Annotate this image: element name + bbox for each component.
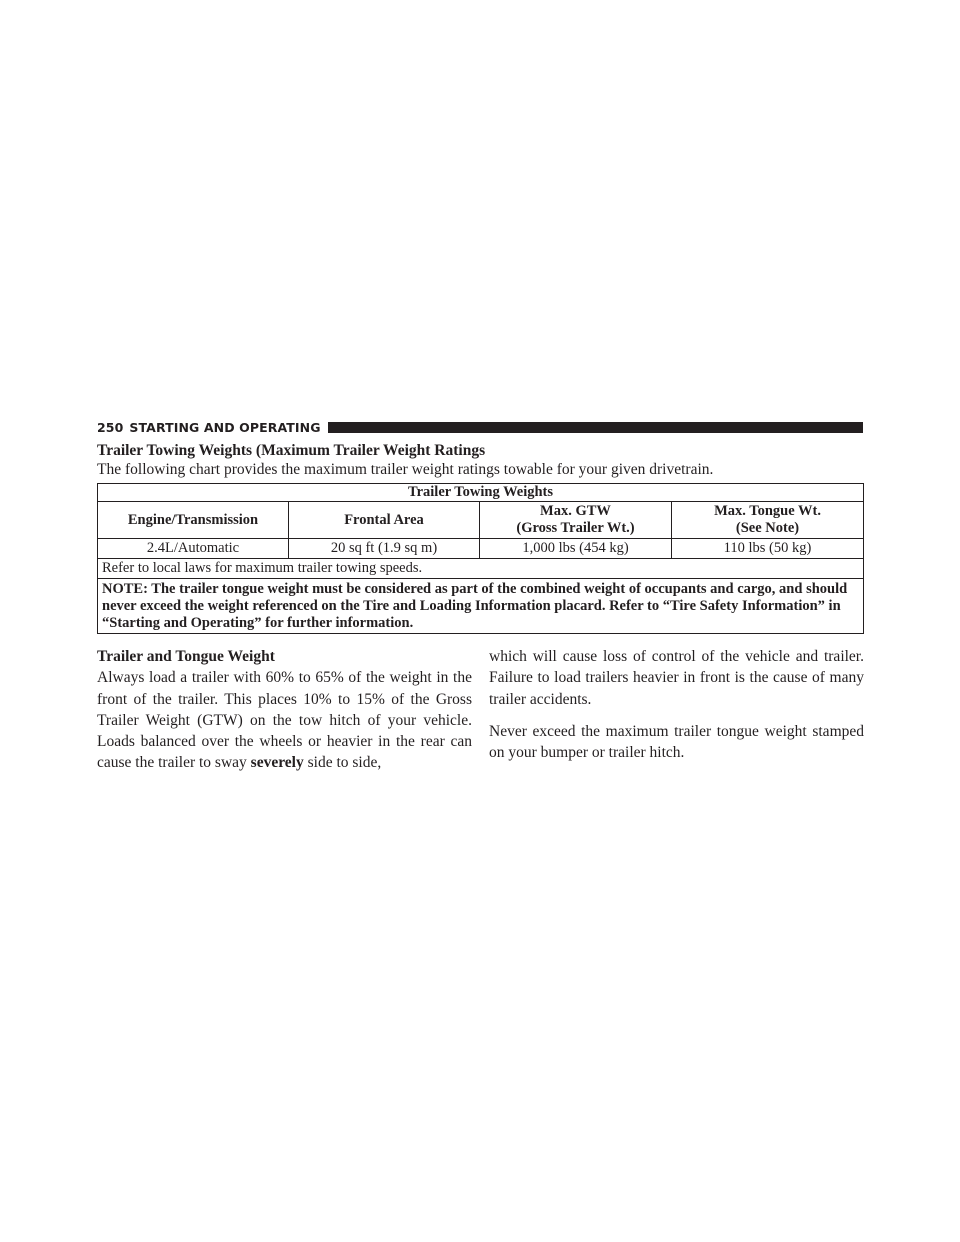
emphasis-severely: severely: [250, 754, 304, 772]
column-header-engine: [98, 502, 289, 539]
column-header-max-tongue: [672, 502, 864, 539]
column-header-max-tongue-label: Max. Tongue Wt.: [714, 503, 821, 519]
paragraph-loss-of-control: which will cause loss of control of the vehicle and trailer. Failure to load trailers heavier in front is the cause of many trailer accidents.: [489, 648, 864, 708]
page-number: 250: [97, 419, 124, 435]
subsection-title: Trailer and Tongue Weight: [97, 648, 275, 665]
tongue-weight-note: NOTE: The trailer tongue weight must be considered as part of the combined weight of occupants and cargo, and should never exceed the weight referenced on the Tire and Loading Information placard. Refer to “Tire Safety Information” in “Starting and Operating” for further information.: [98, 579, 864, 634]
column-header-max-gtw-sublabel: (Gross Trailer Wt.): [516, 520, 635, 536]
paragraph-load-balance-end: side to side,: [307, 754, 382, 772]
page-header: [97, 419, 863, 435]
header-rule: [328, 422, 863, 433]
section-title: Trailer Towing Weights (Maximum Trailer Weight Ratings: [97, 442, 486, 459]
column-header-frontal-area: [289, 502, 480, 539]
right-column: [489, 646, 864, 763]
table-cell-engine: 2.4L/Automatic: [98, 539, 289, 559]
towing-speed-note: Refer to local laws for maximum trailer towing speeds.: [98, 559, 864, 579]
table-cell-max-gtw: 1,000 lbs (454 kg): [480, 539, 672, 559]
trailer-towing-weights-table: [97, 483, 864, 634]
column-header-max-gtw: [480, 502, 672, 539]
table-cell-max-tongue: 110 lbs (50 kg): [672, 539, 864, 559]
paragraph-load-balance: [97, 667, 472, 773]
column-header-max-tongue-sublabel: (See Note): [735, 520, 800, 536]
paragraph-load-balance-text: Always load a trailer with 60% to 65% of the weight in the front of the trailer. This places 10% to 15% of the Gross Trailer Weight (GTW) on the tow hitch of your vehicle. Loads balanced over the wheels or heavier in the rear can cause the trailer to sway: [97, 669, 472, 772]
table-row: [98, 539, 864, 559]
column-header-engine-label: Engine/Transmission: [127, 511, 259, 528]
table-title: Trailer Towing Weights: [98, 484, 864, 502]
column-header-frontal-area-label: Frontal Area: [344, 511, 424, 528]
left-column: [97, 646, 472, 774]
paragraph-never-exceed: Never exceed the maximum trailer tongue weight stamped on your bumper or trailer hitch.: [489, 722, 864, 762]
intro-text: The following chart provides the maximum trailer weight ratings towable for your given drivetrain.: [97, 461, 714, 478]
table-cell-frontal-area: 20 sq ft (1.9 sq m): [289, 539, 480, 559]
column-header-max-gtw-label: Max. GTW: [540, 503, 611, 519]
section-name: STARTING AND OPERATING: [129, 419, 321, 435]
